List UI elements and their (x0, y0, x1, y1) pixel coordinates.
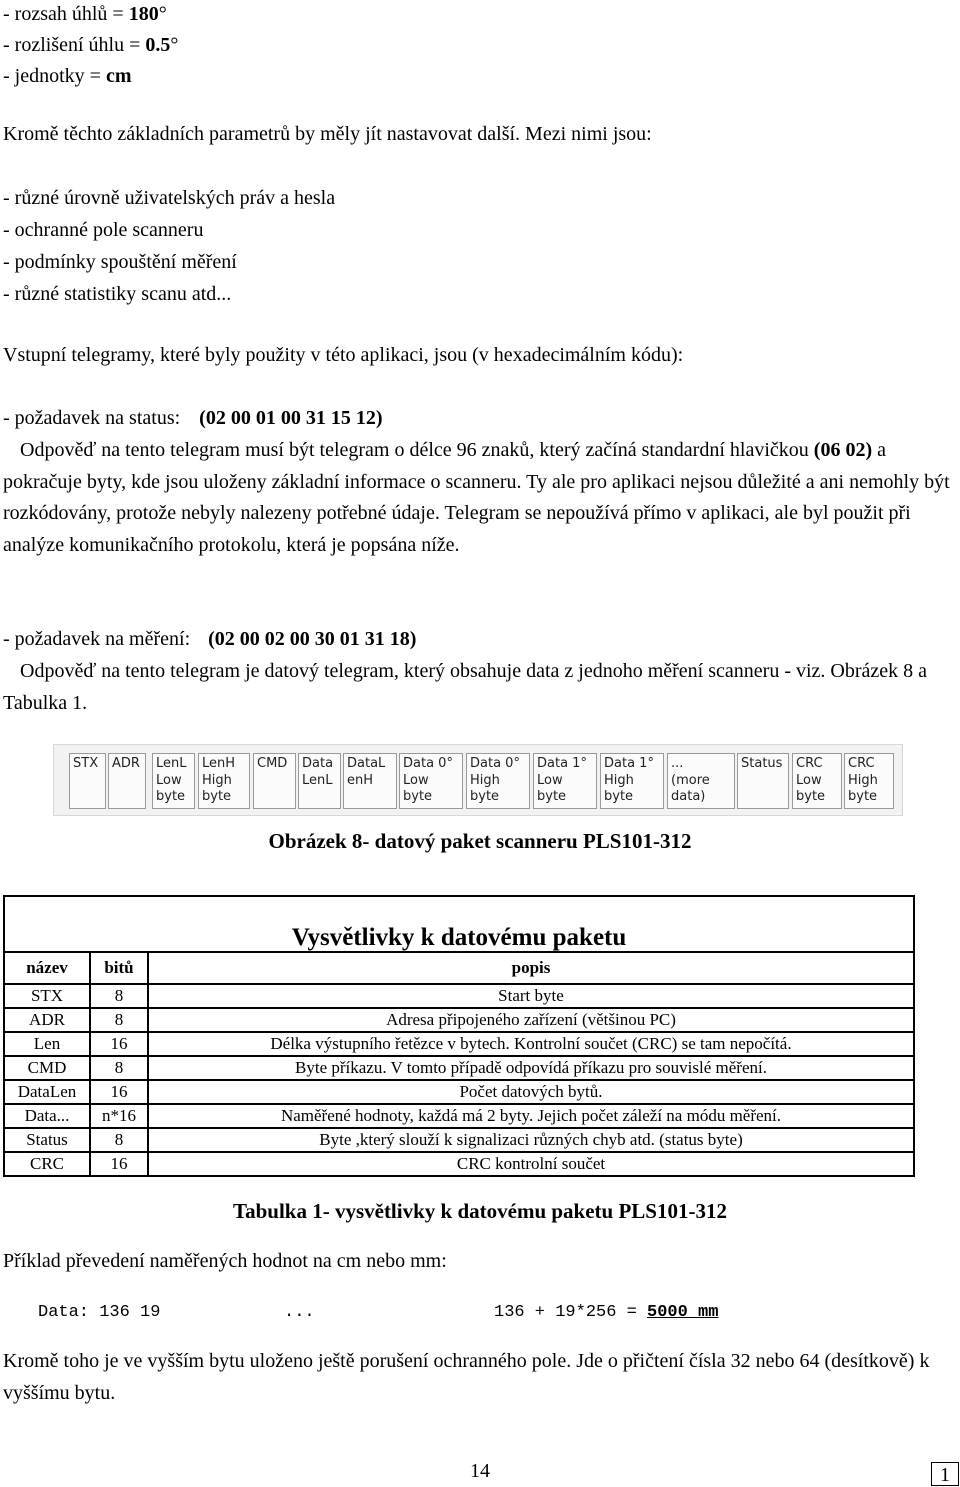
packet-cell-more-data: ... (more data) (667, 753, 735, 809)
example-intro: Příklad převedení naměřených hodnot na cm nebo mm: (3, 1250, 447, 1272)
column-header: popis (148, 952, 914, 984)
table-cell: STX (4, 984, 90, 1008)
table-row (4, 1032, 914, 1056)
figure-caption: Obrázek 8- datový paket scanneru PLS101-312 (268, 829, 692, 853)
table-cell: Start byte (148, 984, 914, 1008)
column-header: název (4, 952, 90, 984)
table-row (4, 1080, 914, 1104)
table-cell: 8 (90, 1008, 148, 1032)
packet-explanation-table (3, 895, 915, 1177)
list-item: - různé úrovně uživatelských práv a hesla (3, 187, 336, 209)
table-cell: 16 (90, 1032, 148, 1056)
packet-cell-crc-high: CRC High byte (844, 753, 894, 809)
packet-cell-cmd: CMD (253, 753, 296, 809)
measure-request: - požadavek na měření: (02 00 02 00 30 01 31 18) (3, 628, 417, 650)
packet-cell-lenh: LenH High byte (198, 753, 250, 809)
param-units: - jednotky = cm (3, 65, 132, 87)
example-dots: ... (284, 1303, 315, 1322)
table-cell: Byte ,který slouží k signalizaci různých chyb atd. (status byte) (148, 1128, 914, 1152)
table-cell: 8 (90, 1056, 148, 1080)
list-item: - různé statistiky scanu atd... (3, 283, 232, 305)
table-row (4, 1152, 914, 1176)
closing-paragraph: Kromě toho je ve vyšším bytu uloženo ještě porušení ochranného pole. Jde o přičtení čísla 32 nebo 64 (desítkově) k vyššímu bytu. (3, 1350, 930, 1404)
status-answer: Odpověď na tento telegram musí být telegram o délce 96 znaků, který začíná standardní hlavičkou (06 02) a pokračuje byty, kde jsou uloženy základní informace o scanneru. Ty ale pro aplikaci nejsou důležité a ani nemohly být rozkódovány, protože nebyly nalezeny potřebné údaje. Telegram se nepoužívá přímo v aplikaci, ale byl použit při analýze komunikačního protokolu, která je popsána níže. (3, 439, 950, 556)
table-title: Vysvětlivky k datovému paketu (4, 896, 914, 952)
table-cell: ADR (4, 1008, 90, 1032)
table-row (4, 1056, 914, 1080)
table-row (4, 1008, 914, 1032)
table-cell: DataLen (4, 1080, 90, 1104)
table-row (4, 1104, 914, 1128)
table-cell: Data... (4, 1104, 90, 1128)
param-resolution: - rozlišení úhlu = 0.5° (3, 34, 179, 56)
table-cell: 8 (90, 984, 148, 1008)
packet-cell-adr: ADR (108, 753, 146, 809)
table-cell: CRC kontrolní součet (148, 1152, 914, 1176)
packet-cell-data0-high: Data 0° High byte (466, 753, 530, 809)
table-cell: Počet datových bytů. (148, 1080, 914, 1104)
data-packet-diagram (53, 744, 903, 816)
table-caption: Tabulka 1- vysvětlivky k datovému paketu PLS101-312 (233, 1199, 727, 1223)
list-item: - ochranné pole scanneru (3, 219, 204, 241)
list-item: - podmínky spouštění měření (3, 251, 237, 273)
status-request: - požadavek na status: (02 00 01 00 31 15 12) (3, 407, 383, 429)
table-cell: CRC (4, 1152, 90, 1176)
packet-cell-status: Status (737, 753, 789, 809)
page-number: 14 (470, 1460, 490, 1482)
more-params-intro: Kromě těchto základních parametrů by měly jít nastavovat další. Mezi nimi jsou: (3, 123, 652, 145)
table-cell: CMD (4, 1056, 90, 1080)
corner-page-marker: 1 (931, 1462, 959, 1486)
table-cell: Délka výstupního řetězce v bytech. Kontrolní součet (CRC) se tam nepočítá. (148, 1032, 914, 1056)
table-cell: Status (4, 1128, 90, 1152)
table-cell: Naměřené hodnoty, každá má 2 byty. Jejich počet záleží na módu měření. (148, 1104, 914, 1128)
packet-cell-datalenl: Data LenL (298, 753, 341, 809)
table-row (4, 1128, 914, 1152)
packet-cell-data1-low: Data 1° Low byte (533, 753, 597, 809)
table-cell: 16 (90, 1152, 148, 1176)
packet-cell-stx: STX (69, 753, 106, 809)
packet-cell-crc-low: CRC Low byte (792, 753, 842, 809)
table-row (4, 984, 914, 1008)
table-cell: 8 (90, 1128, 148, 1152)
telegrams-intro: Vstupní telegramy, které byly použity v této aplikaci, jsou (v hexadecimálním kódu): (3, 344, 684, 366)
example-result: 5000 mm (647, 1303, 719, 1322)
packet-cell-lenl: LenL Low byte (152, 753, 195, 809)
packet-cell-data1-high: Data 1° High byte (600, 753, 664, 809)
packet-cell-data0-low: Data 0° Low byte (399, 753, 463, 809)
table-cell: Adresa připojeného zařízení (většinou PC) (148, 1008, 914, 1032)
table-cell: Byte příkazu. V tomto případě odpovídá příkazu pro souvislé měření. (148, 1056, 914, 1080)
packet-cell-datalenh: DataL enH (343, 753, 397, 809)
example-data: Data: 136 19 (38, 1303, 161, 1322)
measure-answer: Odpověď na tento telegram je datový telegram, který obsahuje data z jednoho měření scanneru - viz. Obrázek 8 a Tabulka 1. (3, 660, 928, 714)
example-formula: 136 + 19*256 = 5000 mm (494, 1303, 719, 1322)
table-cell: 16 (90, 1080, 148, 1104)
column-header: bitů (90, 952, 148, 984)
table-header-row (4, 952, 914, 984)
param-range: - rozsah úhlů = 180° (3, 3, 167, 25)
table-cell: Len (4, 1032, 90, 1056)
table-cell: n*16 (90, 1104, 148, 1128)
